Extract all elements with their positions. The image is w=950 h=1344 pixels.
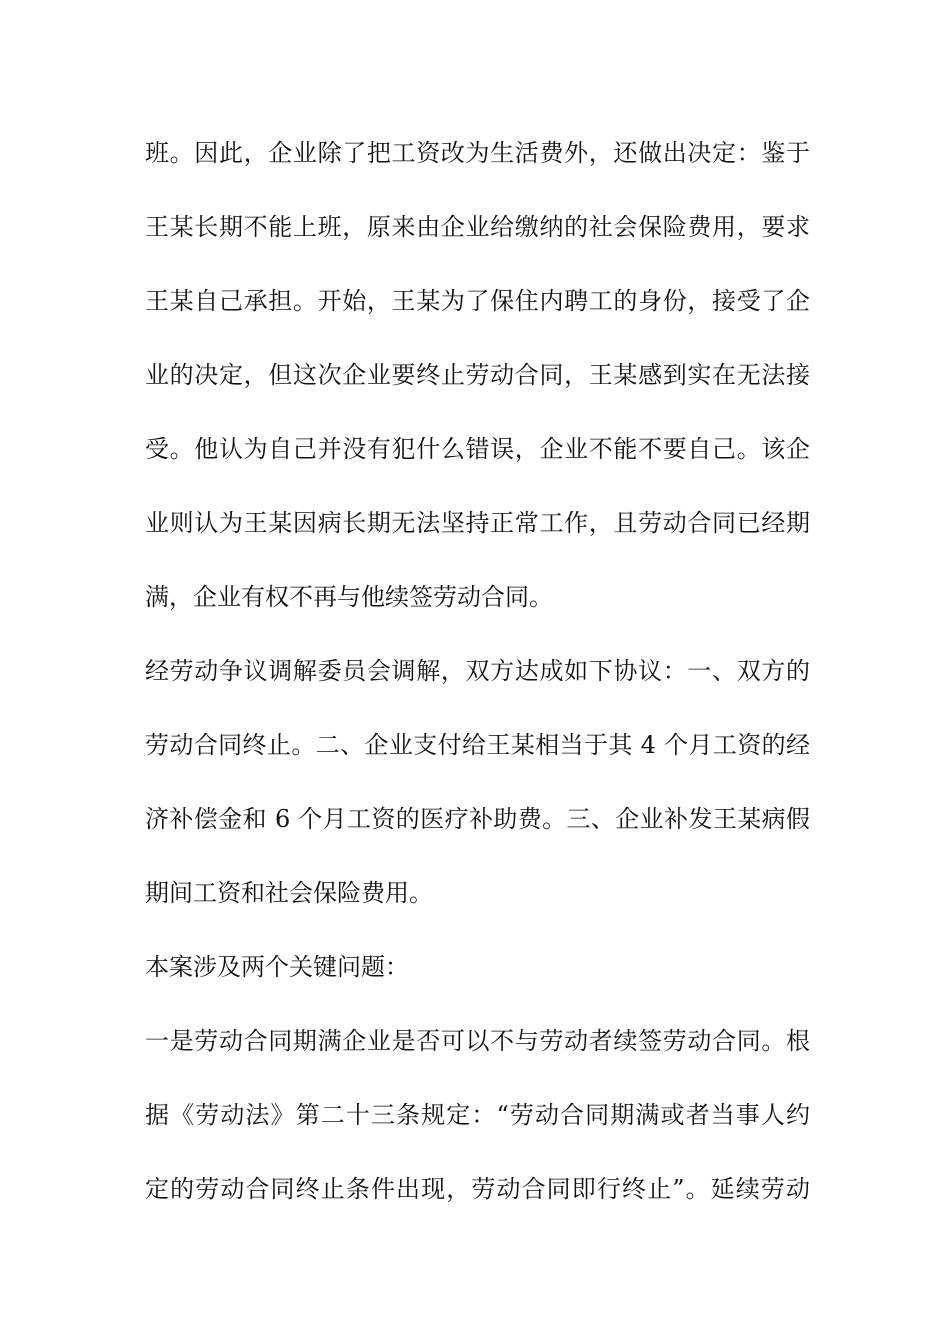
text-line-1: 班。因此，企业除了把工资改为生活费外，还做出决定：鉴于 (145, 139, 810, 167)
text-line-14: 据《劳动法》第二十三条规定：“劳动合同期满或者当事人约 (145, 1101, 810, 1129)
text-line-3: 王某自己承担。开始，王某为了保住内聘工的身份，接受了企 (145, 287, 810, 315)
text-line-8: 经劳动争议调解委员会调解，双方达成如下协议：一、双方的 (145, 657, 810, 685)
text-line-12: 本案涉及两个关键问题： (145, 953, 409, 981)
text-line-7: 满，企业有权不再与他续签劳动合同。 (145, 583, 553, 611)
text-line-6: 业则认为王某因病长期无法坚持正常工作，且劳动合同已经期 (145, 509, 810, 537)
text-line-5: 受。他认为自己并没有犯什么错误，企业不能不要自己。该企 (145, 435, 810, 463)
text-line-10: 济补偿金和 6 个月工资的医疗补助费。三、企业补发王某病假 (145, 805, 810, 833)
text-line-2: 王某长期不能上班，原来由企业给缴纳的社会保险费用，要求 (145, 213, 810, 241)
text-line-11: 期间工资和社会保险费用。 (145, 879, 433, 907)
text-line-13: 一是劳动合同期满企业是否可以不与劳动者续签劳动合同。根 (145, 1027, 810, 1055)
text-line-4: 业的决定，但这次企业要终止劳动合同，王某感到实在无法接 (145, 361, 810, 389)
text-line-9: 劳动合同终止。二、企业支付给王某相当于其 4 个月工资的经 (145, 731, 810, 759)
text-line-15: 定的劳动合同终止条件出现，劳动合同即行终止”。延续劳动 (145, 1175, 810, 1203)
